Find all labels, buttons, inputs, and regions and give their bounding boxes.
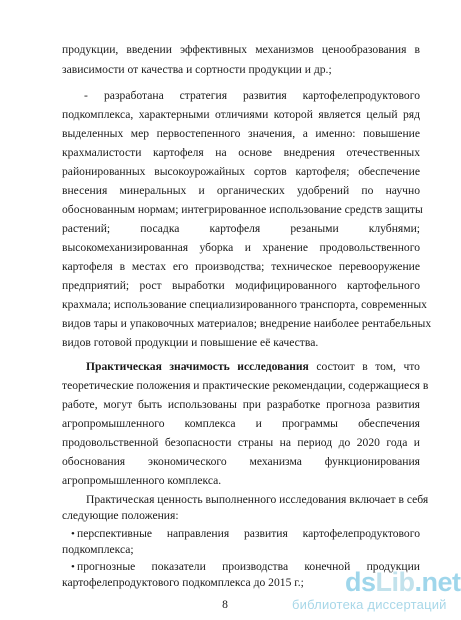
text-line: агропромышленного комплекса и программы обеспечения: [62, 417, 420, 430]
page-number: 8: [222, 598, 228, 611]
text-line: следующие положения:: [62, 509, 179, 522]
text-line: видов тары и упаковочных материалов; внедрение наиболее рентабельных: [62, 317, 432, 330]
text-line: выделенных мер первостепенного значения, а именно: повышение: [62, 127, 420, 140]
watermark-logo: dsLib.net: [345, 567, 461, 597]
text-line: продукции, введении эффективных механизмов ценообразования в: [62, 43, 420, 56]
text-line: подкомплекса, характерными отличиями которой является целый ряд: [62, 108, 420, 121]
text-line: обоснования экономического механизма функционирования: [62, 455, 420, 468]
text-line: агропромышленного комплекса.: [62, 474, 222, 487]
text-line: зависимости от качества и сортности продукции и др.;: [62, 63, 332, 76]
text-line: районированных высокоурожайных сортов картофеля; обеспечение: [62, 165, 420, 178]
text-span: состоит в том, что: [316, 360, 420, 373]
list-dash: -: [84, 89, 88, 102]
text-line: продовольственной безопасности страны на период до 2020 года и: [62, 436, 420, 449]
text-line: [86, 360, 420, 374]
text-line: растений; посадка картофеля резаными клубнями;: [62, 222, 420, 235]
text-line: прогнозные показатели производства конечной продукции: [77, 560, 420, 573]
text-line: работе, могут быть использованы при разработке прогноза развития: [62, 398, 420, 411]
text-line: предприятий; рост выработки модифицированного картофельного: [62, 279, 420, 292]
text-line: высокомеханизированная уборка и хранение продовольственного: [62, 241, 420, 254]
section-heading: Практическая значимость исследования: [86, 360, 309, 373]
bullet-icon: •: [71, 561, 75, 573]
text-line: обоснованным нормам; интегрированное использование средств защиты: [62, 203, 423, 216]
text-line: крахмалистости картофеля на основе внедрения отечественных: [62, 146, 420, 159]
text-line: картофелепродуктового подкомплекса до 2015 г.;: [62, 576, 304, 589]
text-line: подкомплекса;: [62, 543, 134, 556]
text-line: Практическая ценность выполненного исследования включает в себя: [86, 493, 429, 506]
text-line: крахмала; использование специализированного транспорта, современных: [62, 298, 427, 311]
bullet-icon: •: [71, 528, 75, 540]
text-line: картофеля в местах его производства; техническое перевооружение: [62, 260, 420, 273]
text-line: перспективные направления развития картофелепродуктового: [77, 527, 420, 540]
text-line: разработана стратегия развития картофелепродуктового: [104, 89, 420, 102]
text-line: видов готовой продукции и повышение её качества.: [62, 336, 319, 349]
text-line: внесения минеральных и органических удобрений по научно: [62, 184, 420, 197]
text-line: теоретические положения и практические рекомендации, содержащиеся в: [62, 379, 429, 392]
watermark-subtitle: библиотека диссертаций: [292, 597, 447, 612]
